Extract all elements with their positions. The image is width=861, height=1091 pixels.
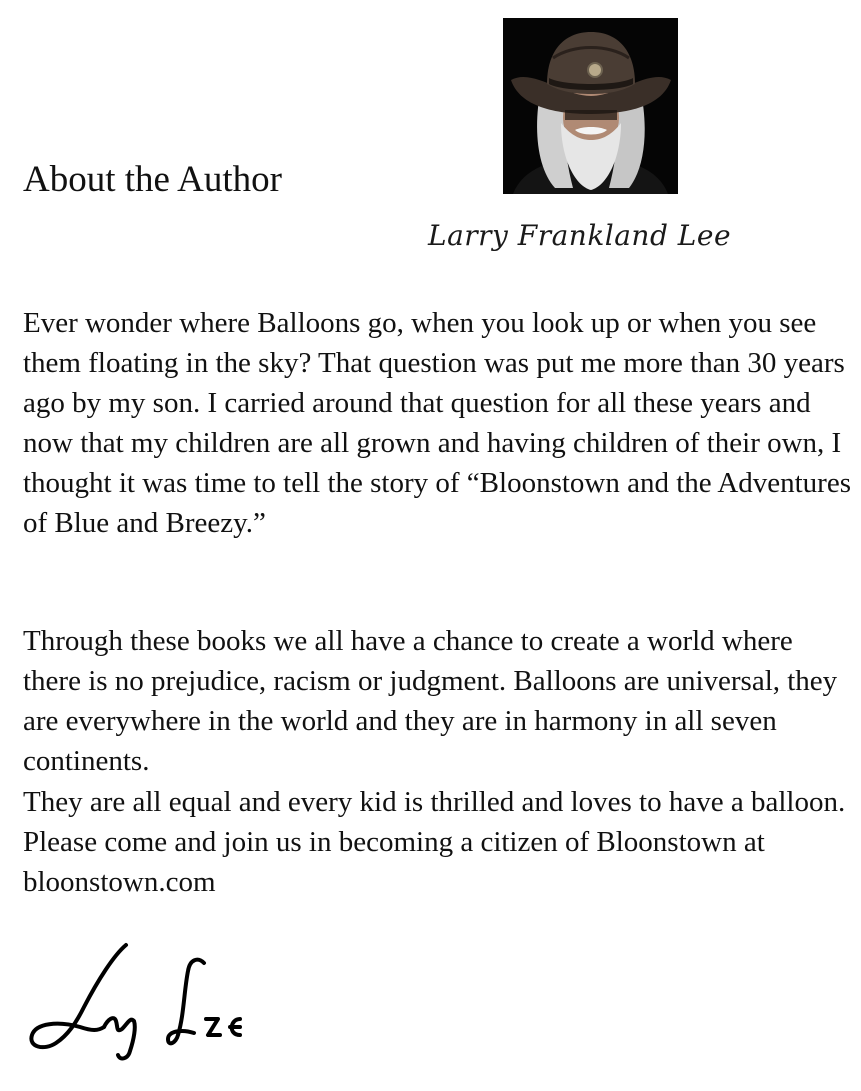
author-portrait: [503, 18, 678, 194]
page-title: About the Author: [23, 159, 282, 200]
bio-paragraph: Through these books we all have a chance to create a world where there is no prejudice, racism or judgment. Balloons are universal, they are everywhere in the world and they are in harmony in all seven continents.: [23, 625, 838, 777]
author-name: Larry Frankland Lee: [428, 219, 732, 252]
bio-paragraph: They are all equal and every kid is thrilled and loves to have a balloon. Please come and join us in becoming a citizen of Bloonstown at bloonstown.com: [23, 786, 846, 898]
handwritten-signature: [18, 935, 278, 1065]
bio-paragraph: Ever wonder where Balloons go, when you look up or when you see them floating in the sky? That question was put me more than 30 years ago by my son. I carried around that question for all these years and now that my children are all grown and having children of their own, I thought it was time to tell the story of “Bloonstown and the Adventures of Blue and Breezy.”: [23, 307, 852, 539]
